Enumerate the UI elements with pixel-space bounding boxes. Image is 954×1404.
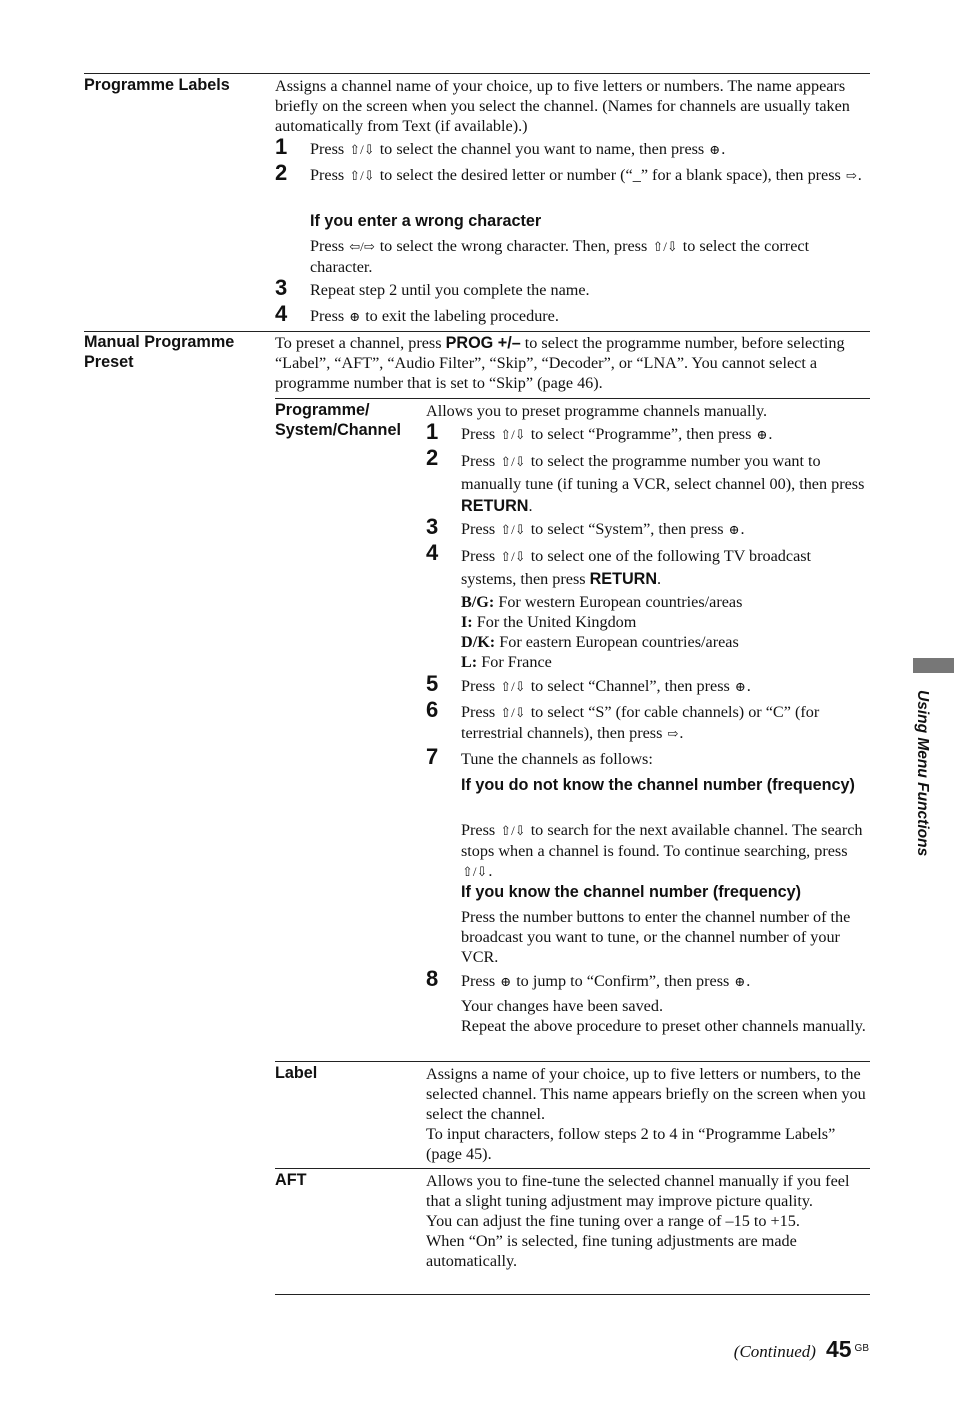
ok-button-icon: ⊕ — [349, 309, 361, 324]
pl-step-1: 1 Press ⇧/⇩ to select the channel you want to name, then press ⊕. — [275, 134, 726, 159]
section-rule-top — [84, 73, 870, 74]
ok-button-icon: ⊕ — [709, 142, 721, 157]
page-number: 45 — [825, 1336, 852, 1362]
return-key-label: RETURN — [461, 497, 529, 515]
term-manual-programme-preset: Manual Programme Preset — [84, 333, 235, 371]
pl-step-4: 4 Press ⊕ to exit the labeling procedure. — [275, 301, 559, 326]
system-item: B/G: For western European countries/areas — [461, 593, 743, 611]
ok-button-icon: ⊕ — [500, 974, 512, 989]
section-side-label: Using Menu Functions — [914, 690, 931, 857]
ok-button-icon: ⊕ — [728, 522, 740, 537]
known-frequency-text: Press the number buttons to enter the channel number of the broadcast you want to tune, or the channel number of your VCR. — [461, 908, 851, 966]
psc-intro: Allows you to preset programme channels manually. — [426, 402, 768, 420]
up-down-arrow-icon: ⇧/⇩ — [500, 823, 526, 838]
up-down-arrow-icon: ⇧/⇩ — [349, 168, 375, 183]
manual-preset-description: To preset a channel, press PROG +/– to select the programme number, before selecting “Label”, “AFT”, “Audio Filter”, “Skip”, “Decoder”, or “LNA”. You cannot select a programme number that is set to “Skip” (page 46). — [275, 334, 845, 392]
step-number: 3 — [426, 514, 439, 539]
up-down-arrow-icon: ⇧/⇩ — [500, 522, 526, 537]
ok-button-icon: ⊕ — [756, 427, 768, 442]
term-label: Label — [275, 1064, 318, 1082]
up-down-arrow-icon: ⇧/⇩ — [500, 427, 526, 442]
step-number: 4 — [275, 301, 288, 326]
continued-label: (Continued) — [733, 1342, 816, 1361]
wrong-character-heading: If you enter a wrong character — [310, 212, 542, 230]
left-right-arrow-icon: ⇦/⇨ — [349, 239, 375, 254]
ok-button-icon: ⊕ — [734, 974, 746, 989]
known-frequency-heading: If you know the channel number (frequency) — [461, 883, 801, 901]
unknown-frequency-text: Press ⇧/⇩ to search for the next available channel. The search stops when a channel is found. To continue searching, press ⇧/⇩. — [461, 821, 863, 880]
step-number: 7 — [426, 744, 439, 769]
system-item: D/K: For eastern European countries/areas — [461, 633, 739, 651]
system-item: I: For the United Kingdom — [461, 613, 637, 631]
system-item: L: For France — [461, 653, 552, 671]
subsection-rule — [275, 1061, 870, 1062]
step-number: 1 — [426, 419, 439, 444]
subsection-rule — [275, 398, 870, 399]
psc-step-6: 6 Press ⇧/⇩ to select “S” (for cable channels) or “C” (for terrestrial channels), then press ⇨. — [426, 697, 820, 742]
step-number: 1 — [275, 134, 288, 159]
psc-step-8: 8 Press ⊕ to jump to “Confirm”, then press ⊕. — [426, 966, 751, 991]
label-description: Assigns a name of your choice, up to five letters or numbers, to the selected channel. This name appears briefly on the screen when you select the channel. To input characters, follow steps 2 to 4 in “Programme Labels” (page 45). — [426, 1065, 866, 1163]
page-footer — [734, 1336, 869, 1366]
step-number: 2 — [426, 445, 439, 470]
up-down-arrow-icon: ⇧/⇩ — [500, 549, 526, 564]
section-tab-marker — [913, 658, 954, 673]
step-number: 4 — [426, 540, 439, 565]
prog-key-label: PROG +/– — [445, 334, 521, 352]
step-number: 8 — [426, 966, 439, 991]
up-down-arrow-icon: ⇧/⇩ — [652, 239, 678, 254]
region-code: GB — [854, 1343, 869, 1354]
programme-labels-description: Assigns a channel name of your choice, up to five letters or numbers. The name appears briefly on the screen when you select the channel. (Names for channels are usually taken automatically from Text (if available).) — [275, 77, 850, 135]
pl-step-2: 2 Press ⇧/⇩ to select the desired letter or number (“_” for a blank space), then press ⇨. — [275, 160, 862, 185]
wrong-character-text: Press ⇦/⇨ to select the wrong character. Then, press ⇧/⇩ to select the correct character. — [310, 237, 810, 276]
broadcast-systems-list — [461, 592, 870, 672]
term-aft: AFT — [275, 1171, 307, 1189]
psc-step-2: 2 Press ⇧/⇩ to select the programme number you want to manually tune (if tuning a VCR, select channel 00), then press RETURN. — [426, 445, 865, 515]
changes-saved-note: Your changes have been saved. Repeat the above procedure to preset other channels manually. — [461, 997, 866, 1035]
step-number: 5 — [426, 671, 439, 696]
step-number: 3 — [275, 275, 288, 300]
step-number: 6 — [426, 697, 439, 722]
psc-step-7: 7 Tune the channels as follows: — [426, 744, 653, 769]
subsection-rule — [275, 1168, 870, 1169]
right-arrow-icon: ⇨ — [667, 726, 679, 741]
step-number: 2 — [275, 160, 288, 185]
term-programme-system-channel: Programme/ System/Channel — [275, 401, 401, 439]
psc-step-5: 5 Press ⇧/⇩ to select “Channel”, then press ⊕. — [426, 671, 751, 696]
term-programme-labels: Programme Labels — [84, 76, 230, 94]
up-down-arrow-icon: ⇧/⇩ — [500, 454, 526, 469]
up-down-arrow-icon: ⇧/⇩ — [349, 142, 375, 157]
section-rule-bottom — [275, 1294, 870, 1295]
psc-step-1: 1 Press ⇧/⇩ to select “Programme”, then press ⊕. — [426, 419, 773, 444]
psc-step-3: 3 Press ⇧/⇩ to select “System”, then press ⊕. — [426, 514, 745, 539]
up-down-arrow-icon: ⇧/⇩ — [462, 864, 488, 879]
ok-button-icon: ⊕ — [734, 679, 746, 694]
up-down-arrow-icon: ⇧/⇩ — [500, 679, 526, 694]
psc-step-4: 4 Press ⇧/⇩ to select one of the following TV broadcast systems, then press RETURN. — [426, 540, 812, 588]
pl-step-3: 3 Repeat step 2 until you complete the name. — [275, 275, 590, 300]
unknown-frequency-heading: If you do not know the channel number (frequency) — [461, 776, 855, 794]
return-key-label: RETURN — [589, 570, 658, 588]
up-down-arrow-icon: ⇧/⇩ — [500, 705, 526, 720]
right-arrow-icon: ⇨ — [845, 168, 857, 183]
aft-description: Allows you to fine-tune the selected channel manually if you feel that a slight tuning adjustment may improve picture quality. You can adjust the fine tuning over a range of –15 to +15. When “On” is selected, fine tuning adjustments are made automatically. — [426, 1172, 850, 1270]
